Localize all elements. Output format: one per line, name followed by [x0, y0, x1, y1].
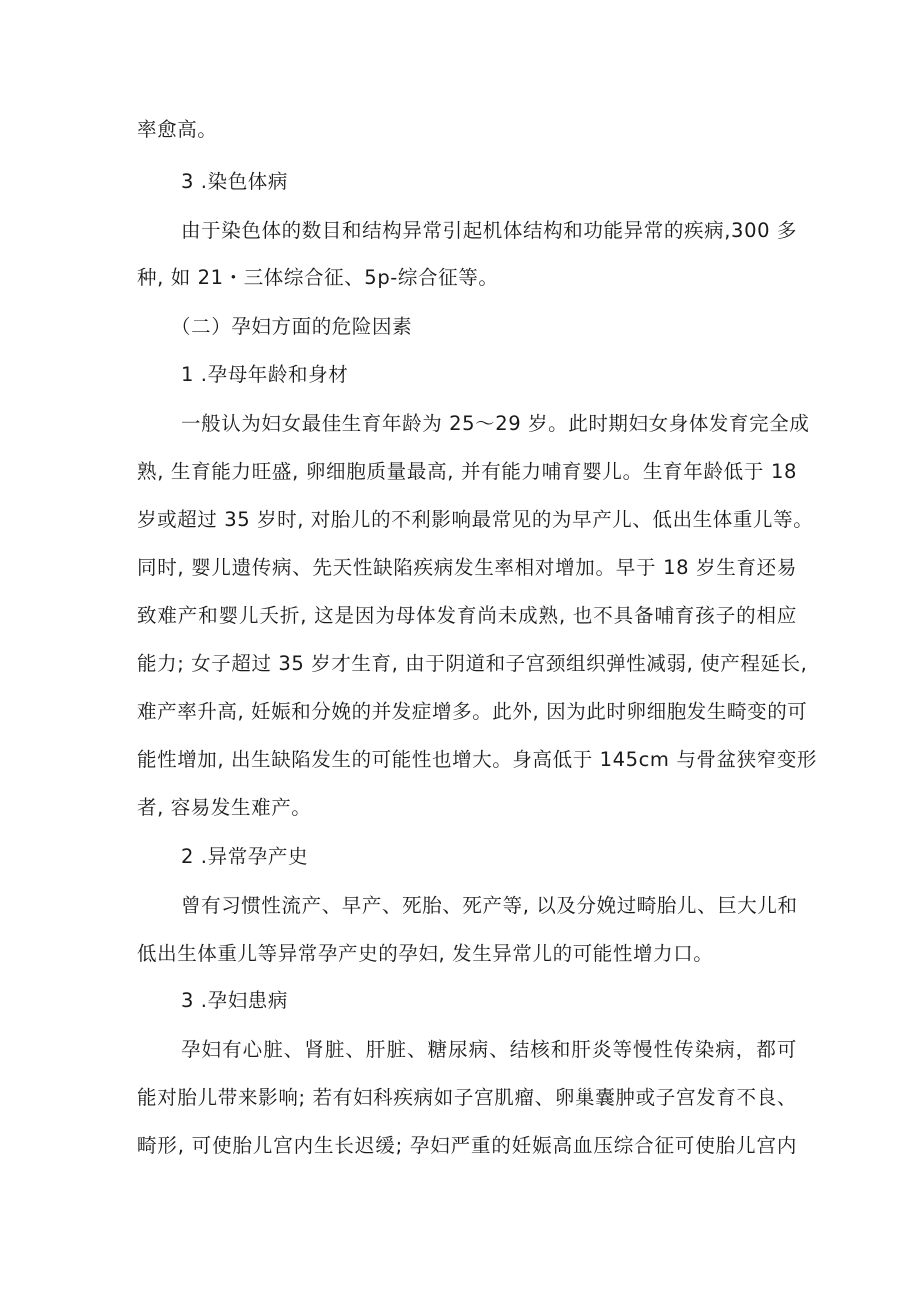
section-heading-maternal-risk: （二）孕妇方面的危险因素 — [171, 315, 413, 338]
paragraph-line: 致难产和婴儿夭折, 这是因为母体发育尚未成熟, 也不具备哺育孩子的相应 — [137, 604, 797, 627]
paragraph-line: 难产率升高, 妊娠和分娩的并发症增多。此外, 因为此时卵细胞发生畸变的可 — [137, 700, 808, 723]
paragraph-line: 孕妇有心脏、肾脏、肝脏、糖尿病、结核和肝炎等慢性传染病，都可 — [181, 1038, 797, 1061]
section-heading-abnormal-history: 2 .异常孕产史 — [181, 845, 309, 868]
paragraph-line: 曾有习惯性流产、早产、死胎、死产等, 以及分娩过畸胎儿、巨大儿和 — [181, 894, 798, 917]
section-heading-maternal-illness: 3 .孕妇患病 — [181, 989, 289, 1012]
section-heading-maternal-age: 1 .孕母年龄和身材 — [181, 363, 349, 386]
paragraph-line: 熟, 生育能力旺盛, 卵细胞质量最高, 并有能力哺育婴儿。生育年龄低于 18 — [137, 460, 797, 483]
paragraph-line: 者, 容易发生难产。 — [137, 796, 312, 819]
section-heading-chromosome-disease: 3 .染色体病 — [181, 170, 289, 193]
paragraph-line: 由于染色体的数目和结构异常引起机体结构和功能异常的疾病,300 多 — [181, 219, 797, 242]
paragraph-line: 岁或超过 35 岁时, 对胎儿的不利影响最常见的为早产儿、低出生体重儿等。 — [137, 508, 814, 531]
paragraph-line: 种, 如 21・三体综合征、5p-综合征等。 — [137, 266, 499, 289]
paragraph-line: 一般认为妇女最佳生育年龄为 25～29 岁。此时期妇女身体发育完全成 — [181, 412, 810, 435]
paragraph-line: 能对胎儿带来影响; 若有妇科疾病如子宫肌瘤、卵巢囊肿或子宫发育不良、 — [137, 1086, 797, 1109]
paragraph-line: 能性增加, 出生缺陷发生的可能性也增大。身高低于 145cm 与骨盆狭窄变形 — [137, 748, 818, 771]
paragraph-line: 低出生体重儿等异常孕产史的孕妇, 发生异常儿的可能性增力口。 — [137, 942, 714, 965]
paragraph-line: 同时, 婴儿遗传病、先天性缺陷疾病发生率相对增加。早于 18 岁生育还易 — [137, 556, 797, 579]
paragraph-line: 畸形, 可使胎儿宫内生长迟缓; 孕妇严重的妊娠高血压综合征可使胎儿宫内 — [137, 1134, 797, 1157]
paragraph-line: 能力; 女子超过 35 岁才生育, 由于阴道和子宫颈组织弹性减弱, 使产程延长, — [137, 652, 808, 675]
paragraph-line: 率愈高。 — [137, 118, 218, 141]
